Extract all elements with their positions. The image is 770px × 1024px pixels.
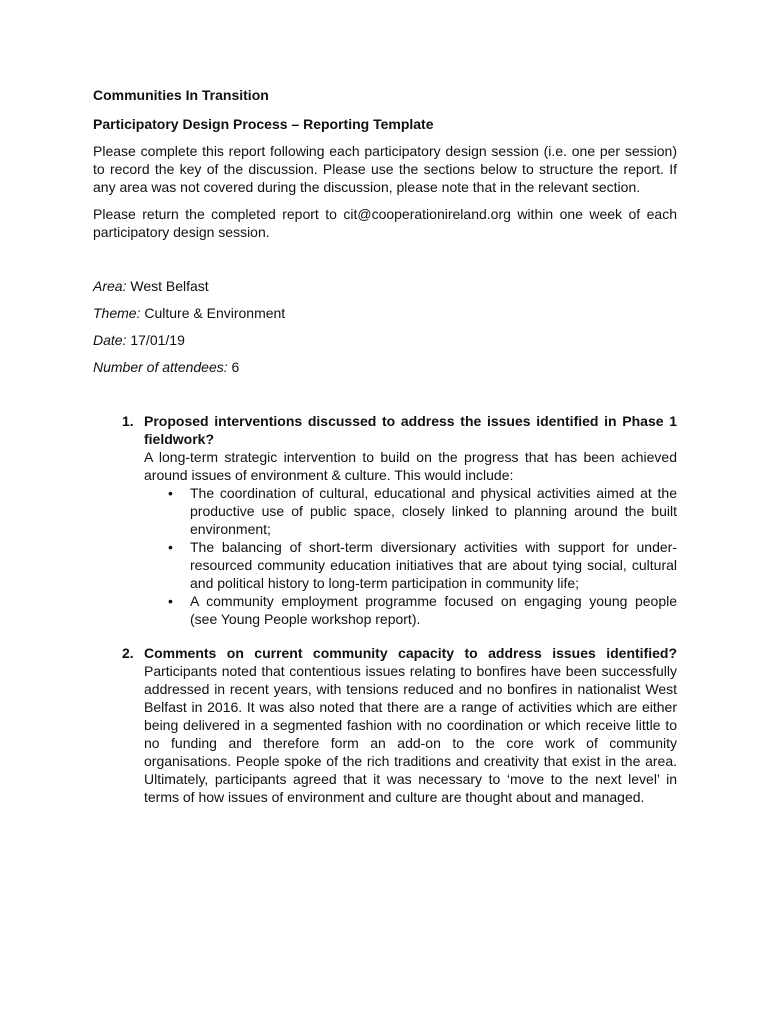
bullet-icon: • — [168, 593, 173, 609]
list-item — [144, 592, 677, 628]
attendees-line — [93, 358, 677, 376]
list-item — [144, 484, 677, 538]
theme-value: Culture & Environment — [140, 305, 286, 321]
section-body: A long-term strategic intervention to build on the progress that has been achieved around issues of environment & culture. This would include: — [144, 449, 677, 483]
list-item-text: The balancing of short-term diversionary activities with support for under-resourced community education initiatives that are about tying social, cultural and political history to long-term participation in community life; — [190, 539, 677, 591]
document-title: Communities In Transition — [93, 87, 269, 103]
section-item — [93, 412, 677, 628]
date-line — [93, 331, 677, 349]
bullet-icon: • — [168, 485, 173, 501]
date-label: Date: — [93, 332, 127, 348]
section-question: Comments on current community capacity to address issues identified? — [144, 645, 677, 661]
section-item — [93, 644, 677, 806]
intro-paragraph: Please complete this report following each participatory design session (i.e. one per session) to record the key of the discussion. Please use the sections below to structure the report. If any area was not covered during the discussion, please note that in the relevant section. — [93, 143, 677, 195]
bullet-icon: • — [168, 539, 173, 555]
date-value: 17/01/19 — [126, 332, 185, 348]
section-number: 2. — [122, 645, 134, 661]
area-line — [93, 277, 677, 295]
section-number: 1. — [122, 413, 134, 429]
list-item-text: The coordination of cultural, educational and physical activities aimed at the productive use of public space, closely linked to planning around the built environment; — [190, 485, 677, 537]
attendees-label: Number of attendees: — [93, 359, 228, 375]
report-sections — [93, 412, 677, 806]
bullet-list — [144, 484, 677, 628]
area-label: Area: — [93, 278, 127, 294]
theme-label: Theme: — [93, 305, 141, 321]
list-item-text: A community employment programme focused on engaging young people (see Young People workshop report). — [190, 593, 677, 627]
return-note-paragraph: Please return the completed report to cit@cooperationireland.org within one week of each participatory design session. — [93, 206, 677, 240]
document-content — [93, 86, 677, 822]
document-subtitle: Participatory Design Process – Reporting Template — [93, 116, 434, 132]
area-value: West Belfast — [126, 278, 209, 294]
list-item — [144, 538, 677, 592]
attendees-value: 6 — [227, 359, 240, 375]
section-question: Proposed interventions discussed to address the issues identified in Phase 1 fieldwork? — [144, 413, 677, 447]
section-body: Participants noted that contentious issues relating to bonfires have been successfully addressed in recent years, with tensions reduced and no bonfires in nationalist West Belfast in 2016. It was also noted that there are a range of activities which are either being delivered in a segmented fashion with no coordination or which receive little to no funding and therefore form an add-on to the core work of community organisations. People spoke of the rich traditions and creativity that exist in the area. Ultimately, participants agreed that it was necessary to ‘move to the next level’ in terms of how issues of environment and culture are thought about and managed. — [144, 663, 677, 805]
theme-line — [93, 304, 677, 322]
